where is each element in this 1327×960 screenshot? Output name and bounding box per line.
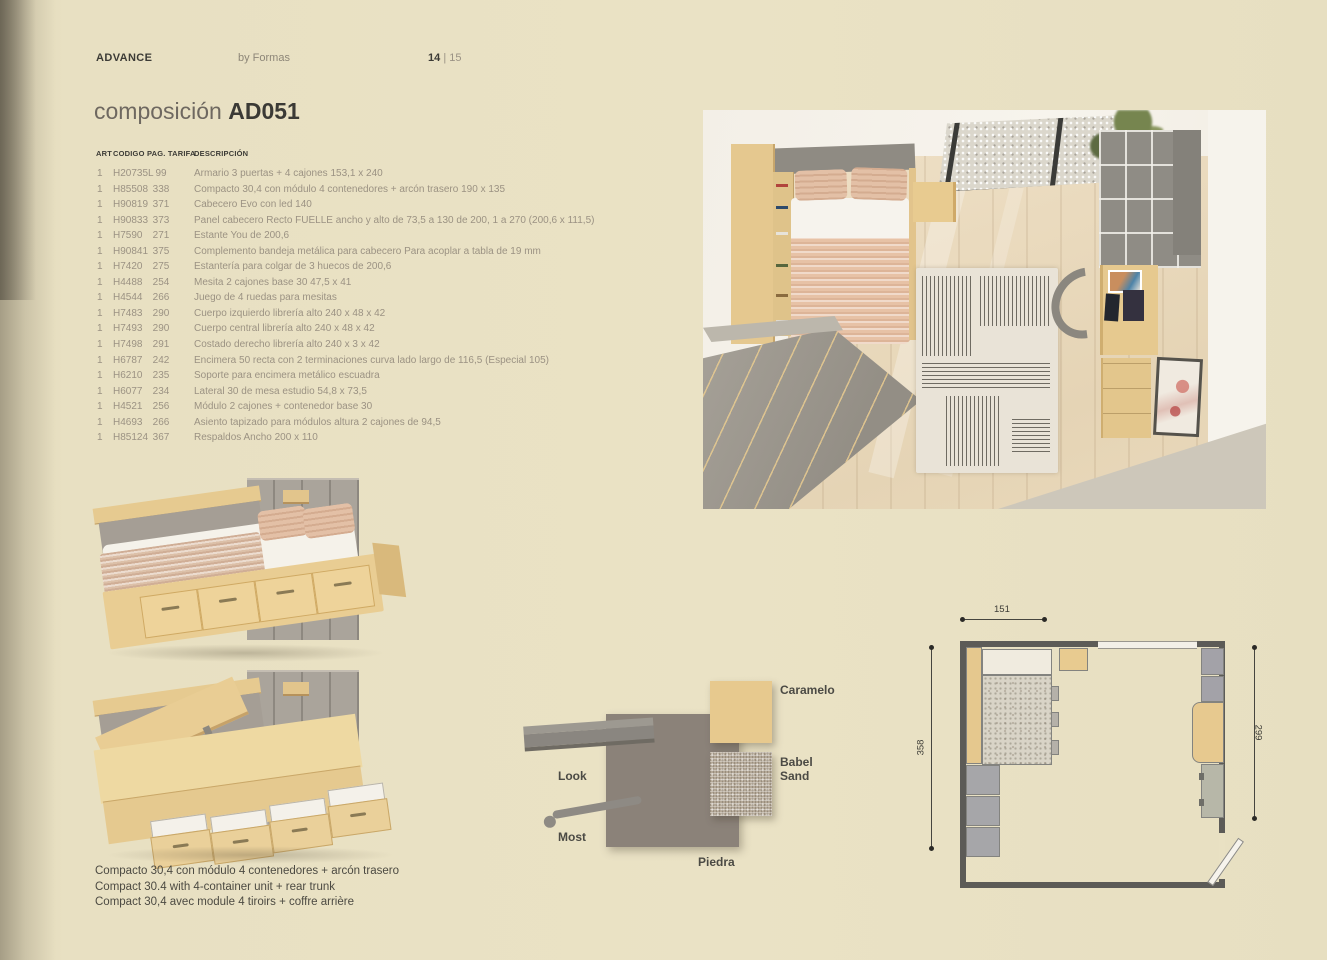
dim-height-right: 299 — [1252, 724, 1264, 741]
cell-desc: Cuerpo central librería alto 240 x 48 x 42 — [194, 323, 375, 335]
cell-qty: 1 — [97, 214, 103, 226]
cell-page: 242 — [152, 354, 170, 366]
cell-code: H20735L — [113, 168, 154, 179]
drawer — [254, 573, 317, 623]
parts-table-header — [96, 149, 656, 161]
col-descripcion: DESCRIPCIÓN — [194, 149, 249, 158]
book — [776, 206, 788, 209]
table-row — [96, 370, 716, 386]
cell-qty: 1 — [97, 199, 103, 211]
cell-desc: Encimera 50 recta con 2 terminaciones curva lado largo de 116,5 (Especial 105) — [194, 354, 550, 366]
caption-en: Compact 30.4 with 4-container unit + rear trunk — [95, 880, 336, 893]
plan-side-table — [1051, 712, 1059, 727]
cell-code: H6077 — [113, 385, 143, 397]
cell-qty: 1 — [97, 416, 103, 428]
label-babel-sand: Babel Sand — [780, 755, 813, 783]
cell-page: 373 — [152, 214, 170, 226]
cell-desc: Módulo 2 cajones + contenedor base 30 — [194, 401, 373, 413]
cell-page: 266 — [152, 416, 170, 428]
drawer — [140, 589, 203, 639]
book — [776, 232, 788, 235]
col-art: ART — [96, 149, 113, 158]
cell-desc: Estantería para colgar de 3 huecos de 200,6 — [194, 261, 392, 273]
shadow — [105, 846, 395, 864]
plan-module — [966, 796, 1000, 826]
leaning-picture — [1153, 357, 1203, 437]
plan-desk — [1192, 702, 1224, 763]
plan-cube-unit — [1059, 648, 1088, 671]
tall-wardrobe — [731, 144, 775, 344]
rug — [916, 268, 1058, 473]
cell-desc: Armario 3 puertas + 4 cajones 153,1 x 240 — [194, 168, 383, 179]
dim-dot — [960, 617, 965, 622]
cell-desc: Complemento bandeja metálica para cabecero Para acoplar a tabla de 19 mm — [194, 245, 541, 257]
table-row — [96, 432, 716, 448]
open-drawer — [325, 783, 389, 839]
cell-page: 271 — [152, 230, 170, 242]
cell-qty: 1 — [97, 385, 103, 397]
product-render-bed-open — [95, 668, 395, 868]
cell-code: H4488 — [113, 276, 143, 288]
plan-module — [966, 765, 1000, 795]
dim-line-top — [963, 619, 1044, 620]
label-look: Look — [558, 769, 587, 783]
cell-code: H4693 — [113, 416, 143, 428]
book — [776, 294, 788, 297]
bed-sheet — [791, 198, 909, 242]
cell-code: H7483 — [113, 307, 143, 319]
dim-dot — [1042, 617, 1047, 622]
page-current: 14 — [428, 52, 441, 64]
dim-depth-room: 358 — [915, 739, 927, 756]
dim-dot — [1252, 816, 1257, 821]
title-word: composición — [94, 98, 222, 124]
cell-code: H7420 — [113, 261, 143, 273]
cell-desc: Juego de 4 ruedas para mesitas — [194, 292, 337, 304]
cell-desc: Mesita 2 cajones base 30 47,5 x 41 — [194, 276, 352, 288]
plan-bed-mattress — [982, 675, 1052, 765]
swatch-babel-sand — [710, 752, 772, 816]
cell-qty: 1 — [97, 261, 103, 273]
cell-qty: 1 — [97, 354, 103, 366]
rug-pattern — [1012, 418, 1050, 452]
skylight-frame — [944, 114, 961, 192]
cell-page: 371 — [152, 199, 170, 211]
cell-qty: 1 — [97, 168, 103, 179]
plan-bed-pillow — [982, 649, 1052, 675]
cell-code: H90833 — [113, 214, 149, 226]
table-row — [96, 355, 716, 371]
book — [776, 184, 788, 187]
cell-code: H7590 — [113, 230, 143, 242]
plan-side-table — [1051, 686, 1059, 701]
cell-code: H85508 — [113, 183, 149, 195]
plan-module — [1201, 648, 1224, 675]
cell-desc: Asiento tapizado para módulos altura 2 cajones de 94,5 — [194, 416, 441, 428]
plan-module — [1201, 676, 1224, 702]
bedside-cube — [913, 182, 956, 222]
cell-qty: 1 — [97, 245, 103, 257]
dim-width-bed: 151 — [994, 604, 1010, 615]
cell-page: 99 — [155, 168, 167, 179]
cell-page: 266 — [152, 292, 170, 304]
drawer — [197, 581, 260, 631]
dim-dot — [929, 846, 934, 851]
cell-desc: Compacto 30,4 con módulo 4 contenedores + arcón trasero 190 x 135 — [194, 183, 506, 195]
cell-code: H6787 — [113, 354, 143, 366]
table-row — [96, 230, 716, 246]
caption-es: Compacto 30,4 con módulo 4 contenedores + arcón trasero — [95, 865, 399, 877]
table-row — [96, 215, 716, 231]
plan-headboard — [966, 647, 982, 764]
cell-desc: Panel cabecero Recto FUELLE ancho y alto de 73,5 a 130 de 200, 1 a 270 (200,6 x 111,5) — [194, 214, 595, 226]
table-row — [96, 323, 716, 339]
plan-window — [1098, 641, 1197, 649]
rug-pattern — [946, 396, 1002, 466]
cell-code: H90819 — [113, 199, 149, 211]
cell-code: H7498 — [113, 339, 143, 351]
table-row — [96, 261, 716, 277]
monitor — [1123, 290, 1144, 321]
col-pag-tarifa: PAG. TARIFA — [147, 149, 196, 158]
cell-code: H90841 — [113, 245, 149, 257]
brand-name: ADVANCE — [96, 52, 153, 64]
cell-page: 254 — [152, 276, 170, 288]
caption-block — [95, 864, 399, 911]
cell-page: 367 — [152, 432, 170, 444]
dim-dot — [1252, 645, 1257, 650]
table-row — [96, 417, 716, 433]
cell-qty: 1 — [97, 307, 103, 319]
cell-page: 290 — [152, 323, 170, 335]
table-row — [96, 199, 716, 215]
cell-qty: 1 — [97, 276, 103, 288]
skylight-frame — [1049, 114, 1063, 192]
cell-qty: 1 — [97, 401, 103, 413]
composition-code: AD051 — [228, 98, 300, 124]
pillow — [850, 167, 907, 201]
panel-hook — [283, 682, 309, 696]
plan-module — [966, 827, 1000, 857]
cube-shelving-side — [1173, 130, 1201, 255]
cell-page: 234 — [152, 385, 170, 397]
composition-title — [94, 98, 300, 125]
cell-page: 291 — [152, 339, 170, 351]
cell-code: H7493 — [113, 323, 143, 335]
table-row — [96, 339, 716, 355]
cell-code: H6210 — [113, 370, 143, 382]
room-render-photo — [703, 110, 1266, 509]
cell-code: H4544 — [113, 292, 143, 304]
cell-code: H85124 — [113, 432, 149, 444]
cell-page: 338 — [152, 183, 170, 195]
caption-fr: Compact 30,4 avec module 4 tiroirs + coffre arrière — [95, 896, 354, 908]
label-piedra: Piedra — [698, 855, 735, 869]
table-row — [96, 168, 716, 184]
cell-qty: 1 — [97, 323, 103, 335]
cell-page: 256 — [152, 401, 170, 413]
cell-page: 375 — [152, 245, 170, 257]
cell-desc: Respaldos Ancho 200 x 110 — [194, 432, 318, 444]
table-row — [96, 401, 716, 417]
knob — [1199, 773, 1204, 780]
brand-byline: by Formas — [238, 52, 290, 64]
cell-desc: Estante You de 200,6 — [194, 230, 290, 242]
cell-desc: Soporte para encimera metálico escuadra — [194, 370, 380, 382]
cell-page: 290 — [152, 307, 170, 319]
bed — [791, 166, 911, 344]
dim-dot — [929, 645, 934, 650]
cell-qty: 1 — [97, 339, 103, 351]
drawer — [312, 565, 375, 615]
label-most: Most — [558, 830, 586, 844]
table-row — [96, 184, 716, 200]
table-row — [96, 246, 716, 262]
table-row — [96, 308, 716, 324]
page-divider: | — [443, 52, 447, 64]
cell-qty: 1 — [97, 230, 103, 242]
page-numbers — [428, 52, 461, 64]
plan-module-green — [1201, 764, 1224, 818]
product-render-bed-closed — [95, 476, 395, 671]
cell-page: 235 — [152, 370, 170, 382]
low-cabinet — [1101, 358, 1151, 438]
rug-pattern — [922, 276, 974, 356]
page-facing: 15 — [449, 52, 462, 64]
cell-desc: Lateral 30 de mesa estudio 54,8 x 73,5 — [194, 385, 367, 397]
cell-page: 275 — [152, 261, 170, 273]
table-row — [96, 292, 716, 308]
cell-desc: Costado derecho librería alto 240 x 3 x 42 — [194, 339, 380, 351]
pillow — [794, 169, 847, 201]
rug-pattern — [980, 276, 1050, 326]
dim-line-left — [931, 648, 932, 848]
table-row — [96, 277, 716, 293]
page-spine-shadow-top — [0, 0, 40, 300]
plan-side-table — [1051, 740, 1059, 755]
knob — [1199, 799, 1204, 806]
cell-desc: Cabecero Evo con led 140 — [194, 199, 312, 211]
book — [776, 264, 788, 267]
cell-qty: 1 — [97, 183, 103, 195]
label-caramelo: Caramelo — [780, 683, 835, 697]
swatch-caramelo — [710, 681, 772, 743]
cell-qty: 1 — [97, 292, 103, 304]
cell-qty: 1 — [97, 370, 103, 382]
cell-desc: Cuerpo izquierdo librería alto 240 x 48 x 42 — [194, 307, 386, 319]
table-row — [96, 386, 716, 402]
parts-rows — [96, 168, 716, 448]
col-codigo: CODIGO — [113, 149, 145, 158]
rug-pattern — [922, 362, 1050, 388]
cell-qty: 1 — [97, 432, 103, 444]
shadow — [105, 644, 385, 662]
cell-code: H4521 — [113, 401, 143, 413]
